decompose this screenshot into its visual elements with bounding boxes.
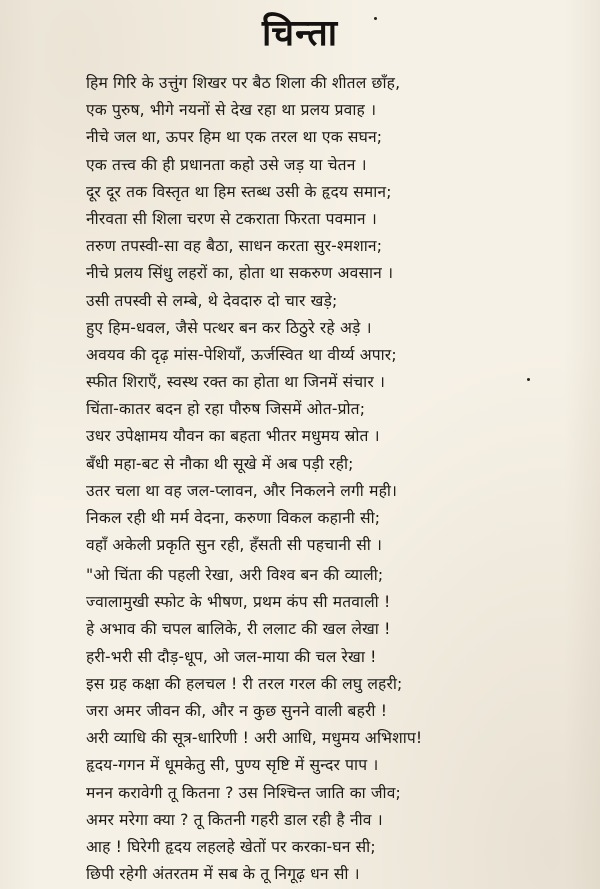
poem-line: अवयव की दृढ़ मांस-पेशियाँ, ऊर्जस्वित था वीर्य्य अपार;	[86, 345, 397, 364]
stanza-2	[86, 562, 556, 888]
poem-line: हरी-भरी सी दौड़-धूप, ओ जल-माया की चल रेखा !	[86, 647, 377, 666]
poem-line: एक तत्त्व की ही प्रधानता कहो उसे जड़ या चेतन ।	[86, 155, 367, 174]
poem-line: स्फीत शिराएँ, स्वस्थ रक्त का होता था जिनमें संचार ।	[86, 373, 386, 392]
poem-line: एक पुरुष, भीगे नयनों से देख रहा था प्रलय प्रवाह ।	[86, 101, 377, 120]
poem-line: तरुण तपस्वी-सा वह बैठा, साधन करता सुर-श्मशान;	[86, 237, 383, 256]
poem-line: उधर उपेक्षामय यौवन का बहता भीतर मधुमय स्रोत ।	[86, 427, 380, 446]
poem-line: हिम गिरि के उत्तुंग शिखर पर बैठ शिला की शीतल छाँह,	[86, 74, 401, 92]
poem-line: ज्वालामुखी स्फोट के भीषण, प्रथम कंप सी मतवाली !	[86, 593, 391, 612]
ink-speck	[527, 378, 530, 381]
poem-line: उतर चला था वह जल-प्लावन, और निकलने लगी मही।	[86, 481, 398, 500]
poem-line: "ओ चिंता की पहली रेखा, अरी विश्व बन की व्याली;	[86, 566, 384, 584]
poem-line: हुए हिम-धवल, जैसे पत्थर बन कर ठिठुरे रहे अड़े ।	[86, 318, 372, 337]
poem-line: निकल रही थी मर्म वेदना, करुणा विकल कहानी सी;	[86, 509, 381, 527]
poem-line: हे अभाव की चपल बालिके, री ललाट की खल लेखा !	[86, 620, 391, 639]
poem-line: दूर दूर तक विस्तृत था हिम स्तब्ध उसी के हृदय समान;	[86, 182, 392, 201]
poem-line: चिंता-कातर बदन हो रहा पौरुष जिसमें ओत-प्रोत;	[86, 400, 366, 419]
poem-line: छिपी रहेगी अंतरतम में सब के तू निगूढ़ धन सी ।	[86, 865, 360, 884]
poem-line: अरी व्याधि की सूत्र-धारिणी ! अरी आधि, मधुमय अभिशाप!	[86, 729, 423, 748]
poem-title: चिन्ता	[261, 13, 339, 54]
stanza-1	[86, 70, 556, 559]
poem-line: हृदय-गगन में धूमकेतु सी, पुण्य सृष्टि में सुन्दर पाप ।	[86, 756, 379, 775]
poem-line: बँधी महा-बट से नौका थी सूखे में अब पड़ी रही;	[86, 454, 354, 473]
poem-line: आह ! घिरेगी हृदय लहलहे खेतों पर करका-घन सी;	[86, 837, 376, 856]
poem-line: नीचे जल था, ऊपर हिम था एक तरल था एक सघन;	[86, 128, 383, 147]
poem-line: अमर मरेगा क्या ? तू कितनी गहरी डाल रही है नीव ।	[86, 810, 383, 829]
poem-line: इस ग्रह कक्षा की हलचल ! री तरल गरल की लघु लहरी;	[86, 674, 403, 693]
poem-line: उसी तपस्वी से लम्बे, थे देवदारु दो चार खड़े;	[86, 291, 338, 310]
poem-line: जरा अमर जीवन की, और न कुछ सुनने वाली बहरी !	[86, 701, 388, 720]
poem-line: नीचे प्रलय सिंधु लहरों का, होता था सकरुण अवसान ।	[86, 264, 394, 283]
poem-line: वहाँ अकेली प्रकृति सुन रही, हँसती सी पहचानी सी ।	[86, 536, 383, 555]
ink-speck	[374, 17, 377, 20]
poem-line: मनन करावेगी तू कितना ? उस निश्चिन्त जाति का जीव;	[86, 783, 401, 802]
poem-line: नीरवता सी शिला चरण से टकराता फिरता पवमान ।	[86, 209, 377, 228]
